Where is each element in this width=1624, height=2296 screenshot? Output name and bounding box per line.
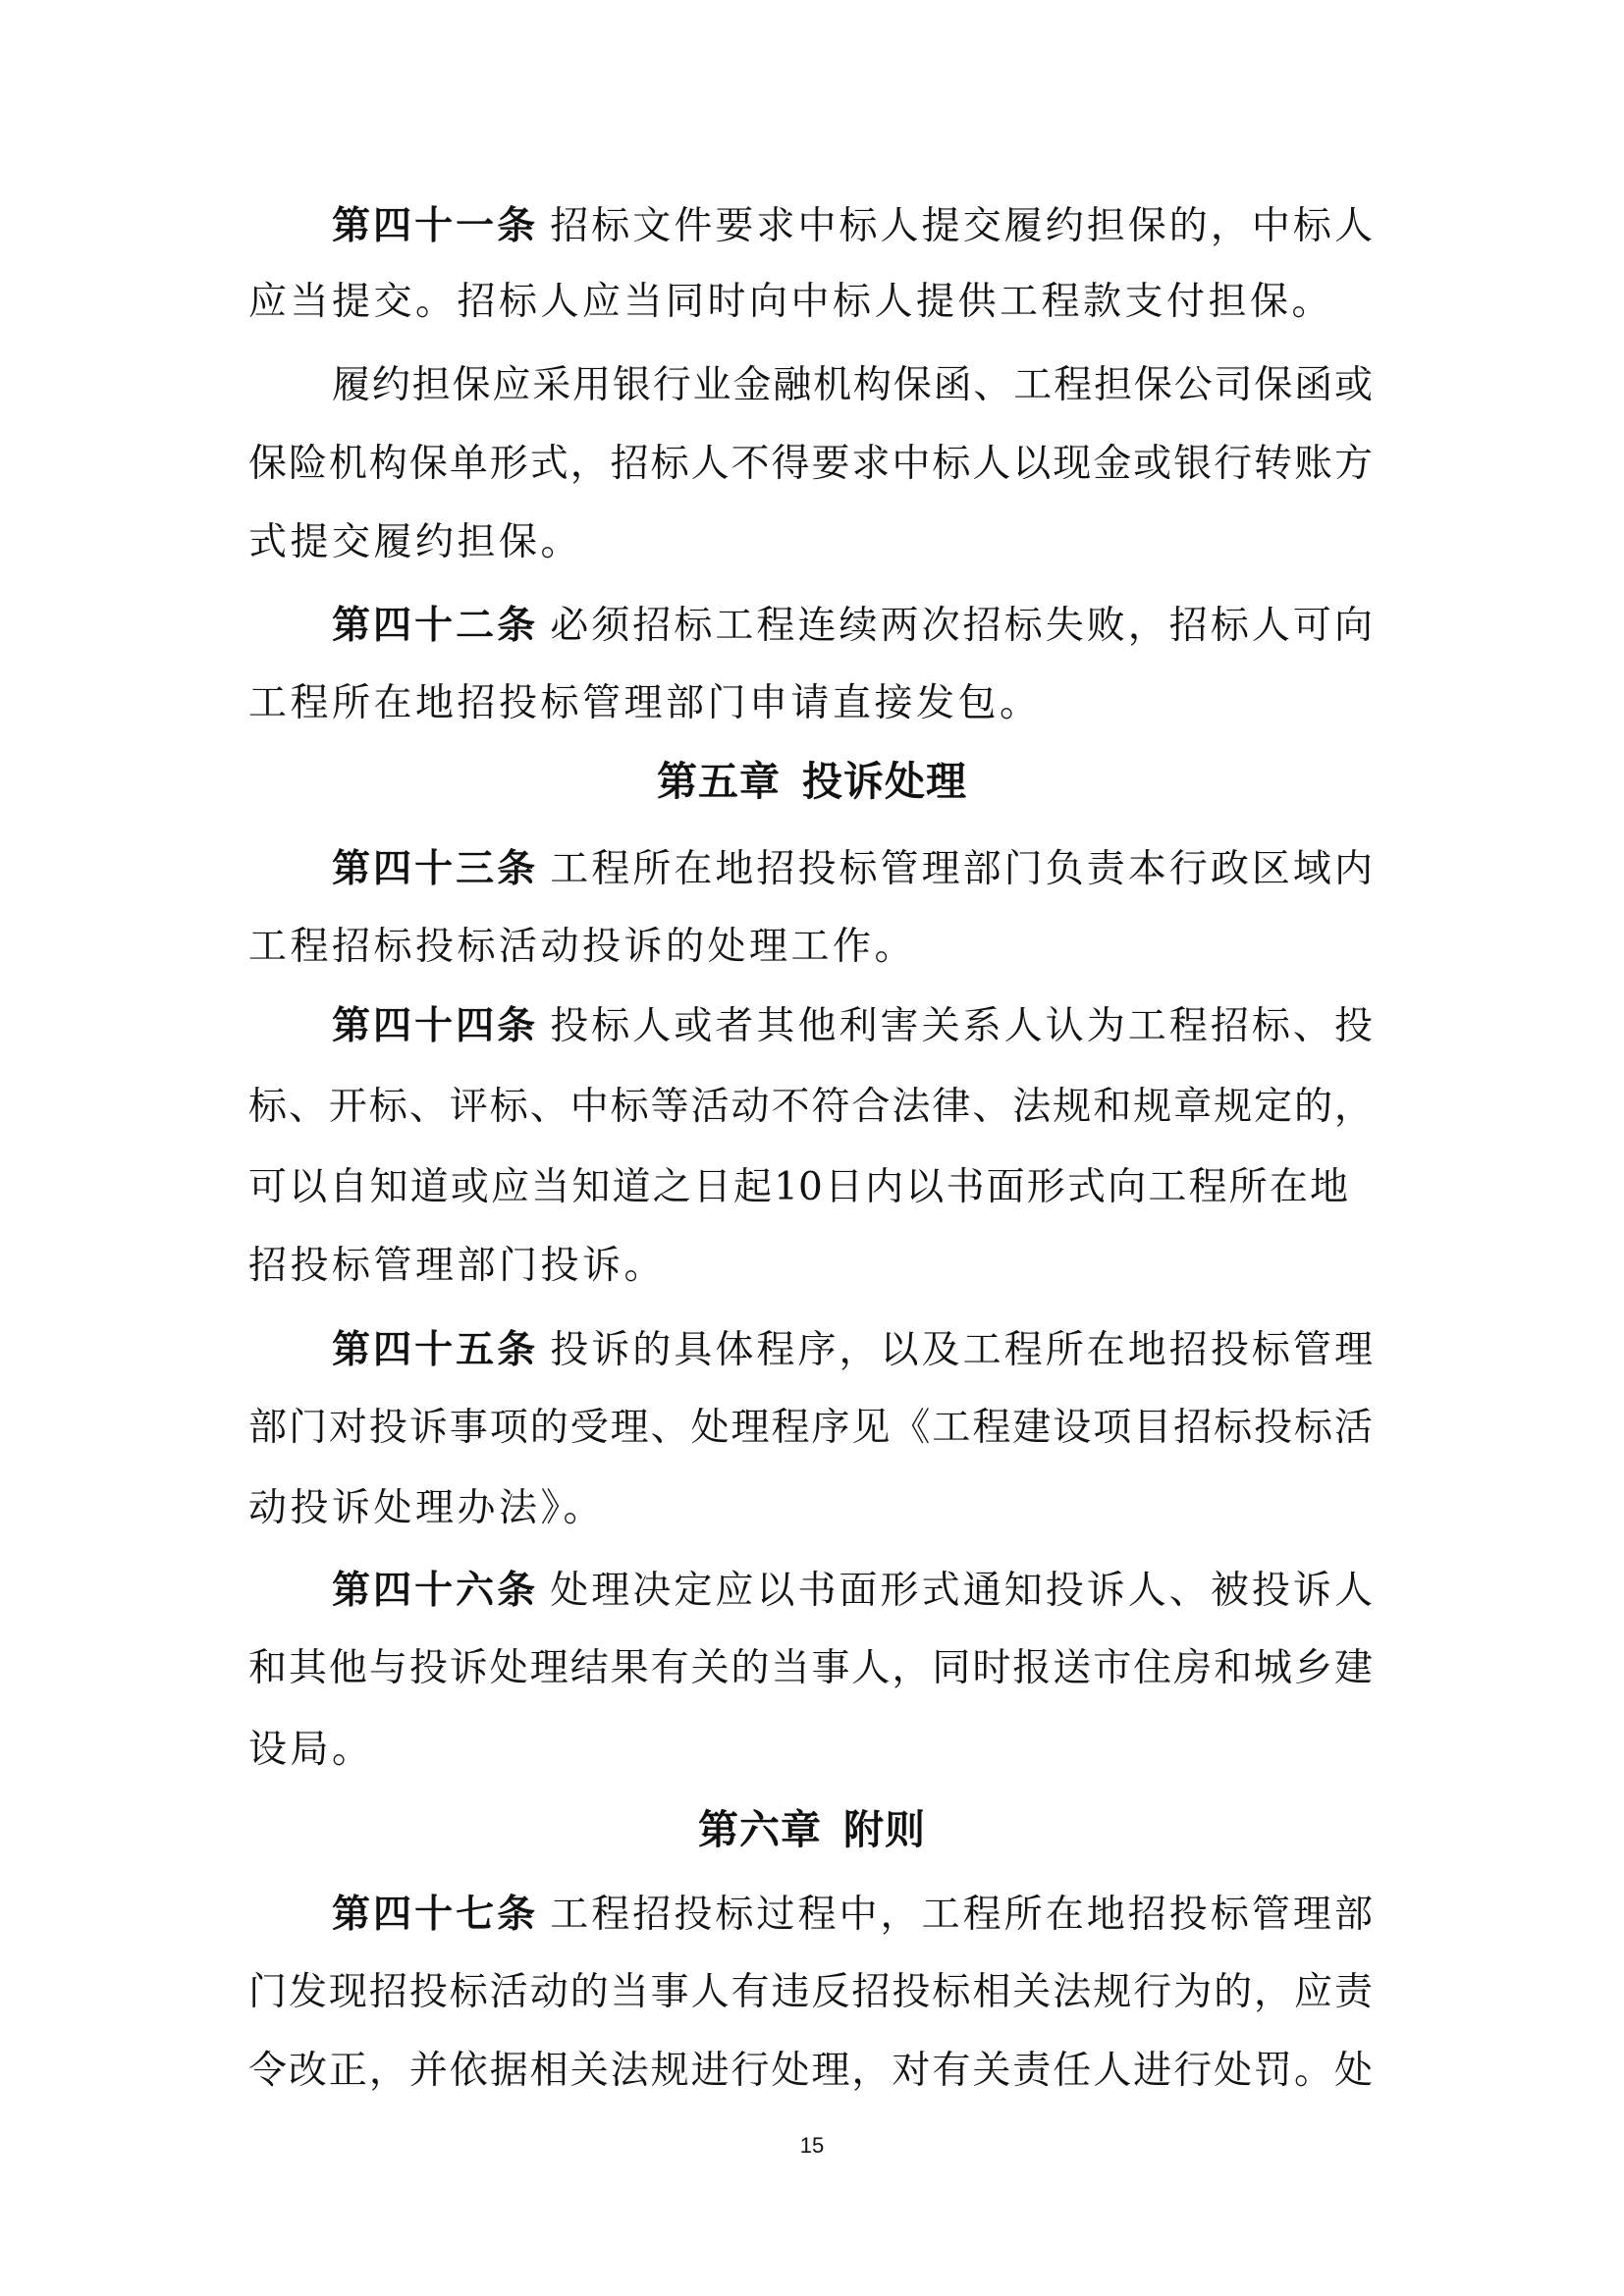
article-text: 工程所在地招投标管理部门负责本行政区域内 [550,847,1373,891]
article-45-line-2: 部门对投诉事项的受理、处理程序见《工程建设项目招标投标活 [248,1406,1373,1450]
article-label: 第四十一条 [332,203,539,248]
article-label: 第四十五条 [332,1327,539,1372]
chapter-title: 投诉处理 [802,758,967,805]
article-45-line-1 [332,1327,1373,1372]
article-47-line-1 [332,1892,1373,1937]
article-label: 第四十三条 [332,846,539,891]
article-41-para-2-line-3: 式提交履约担保。 [248,520,583,564]
chapter-heading-5 [0,758,1624,805]
article-label: 第四十六条 [332,1568,539,1613]
article-label: 第四十七条 [332,1892,539,1937]
article-45-line-3: 动投诉处理办法》。 [248,1486,606,1530]
article-46-line-3: 设局。 [248,1728,374,1772]
article-text: 投标人或者其他利害关系人认为工程招标、投 [550,1004,1373,1048]
chapter-title: 附则 [843,1806,926,1853]
article-text: 投诉的具体程序，以及工程所在地招投标管理 [550,1328,1373,1372]
article-44-line-2: 标、开标、评标、中标等活动不符合法律、法规和规章规定的， [248,1085,1373,1129]
article-label: 第四十二条 [332,603,539,648]
article-42-line-1 [332,603,1373,648]
article-text: 招标文件要求中标人提交履约担保的，中标人 [550,204,1373,248]
article-44-line-1 [332,1003,1373,1048]
page-number: 15 [799,2133,825,2158]
article-44-line-4: 招投标管理部门投诉。 [248,1244,667,1288]
article-47-line-2: 门发现招投标活动的当事人有违反招投标相关法规行为的，应责 [248,1970,1373,2014]
article-43-line-1 [332,846,1373,891]
article-47-line-3: 令改正，并依据相关法规进行处理，对有关责任人进行处罚。处 [248,2049,1373,2093]
article-42-line-2: 工程所在地招投标管理部门申请直接发包。 [248,681,1042,725]
article-41-para-2-line-1: 履约担保应采用银行业金融机构保函、工程担保公司保函或 [332,363,1373,407]
article-text: 必须招标工程连续两次招标失败，招标人可向 [550,604,1373,648]
chapter-number: 第六章 [698,1806,822,1853]
article-46-line-2: 和其他与投诉处理结果有关的当事人，同时报送市住房和城乡建 [248,1646,1373,1690]
chapter-heading-6 [0,1806,1624,1853]
article-text: 处理决定应以书面形式通知投诉人、被投诉人 [550,1569,1373,1613]
article-41-para-2-line-2: 保险机构保单形式，招标人不得要求中标人以现金或银行转账方 [248,442,1373,486]
article-43-line-2: 工程招标投标活动投诉的处理工作。 [248,925,917,969]
article-46-line-1 [332,1568,1373,1613]
article-41-line-2: 应当提交。招标人应当同时向中标人提供工程款支付担保。 [248,280,1334,324]
chapter-number: 第五章 [657,758,781,805]
article-41-line-1 [332,203,1373,248]
article-text: 工程招投标过程中，工程所在地招投标管理部 [550,1893,1373,1937]
article-label: 第四十四条 [332,1003,539,1048]
article-44-line-3: 可以自知道或应当知道之日起10日内以书面形式向工程所在地 [248,1165,1348,1209]
